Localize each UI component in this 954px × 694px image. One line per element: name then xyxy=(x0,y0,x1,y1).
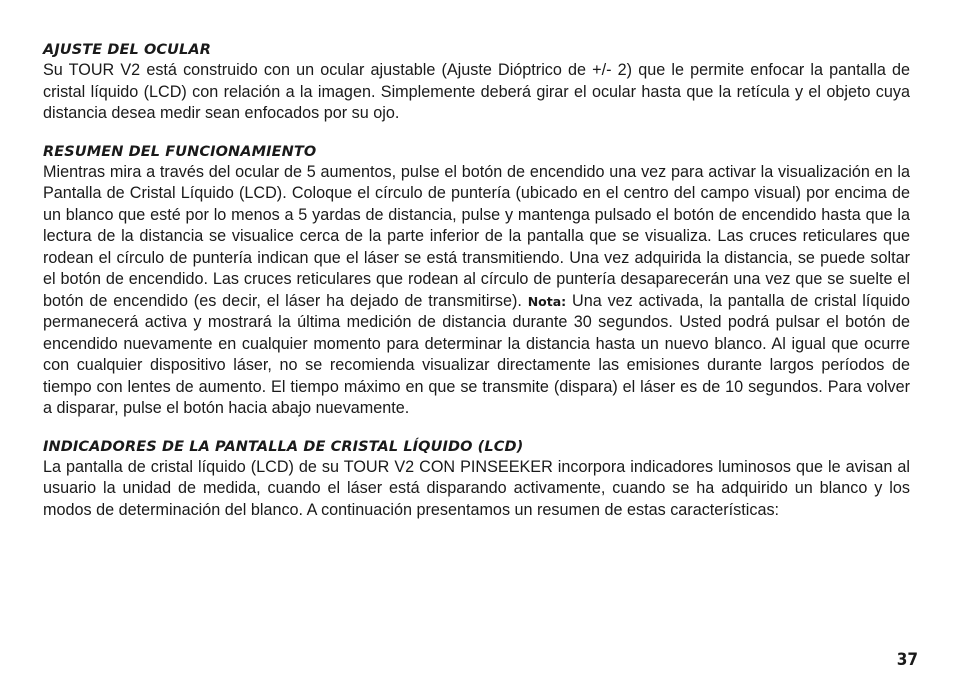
section-eyepiece-adjustment xyxy=(43,40,910,125)
section-paragraph: La pantalla de cristal líquido (LCD) de su TOUR V2 CON PINSEEKER incorpora indicadores luminosos que le avisan al usuario la unidad de medida, cuando el láser está disparando activamente, cuando se ha adquirido un blanco y los modos de determinación del blanco. A continuación presentamos un resumen de estas características: xyxy=(43,457,910,519)
section-heading: RESUMEN DEL FUNCIONAMIENTO xyxy=(43,143,317,160)
section-heading: INDICADORES DE LA PANTALLA DE CRISTAL LÍQUIDO (LCD) xyxy=(43,438,524,455)
section-lcd-indicators xyxy=(43,437,910,522)
paragraph-text: Una vez activada, la pantalla de cristal líquido permanecerá activa y mostrará la última medición de distancia durante 30 segundos. Usted podrá pulsar el botón de encendido nuevamente en cualquier momento para determinar la distancia hasta un nuevo blanco. Al igual que ocurre con cualquier dispositivo láser, no se recomienda visualizar directamente las emisiones durante largos períodos de tiempo con lentes de aumento. El tiempo máximo en que se transmite (dispara) el láser es de 10 segundos. Para volver a disparar, pulse el botón hacia abajo nuevamente. xyxy=(43,291,911,417)
section-paragraph: Su TOUR V2 está construido con un ocular ajustable (Ajuste Dióptrico de +/- 2) que le permite enfocar la pantalla de cristal líquido (LCD) con relación a la imagen. Simplemente deberá girar el ocular hasta que la retícula y el objeto cuya distancia desea medir sean enfocados por su ojo. xyxy=(43,61,910,122)
paragraph-text: Mientras mira a través del ocular de 5 aumentos, pulse el botón de encendido una vez para activar la visualización en la Pantalla de Cristal Líquido (LCD). Coloque el círculo de puntería (ubicado en el centro del campo visual) por encima de un blanco que esté por lo menos a 5 yardas de distancia, pulse y mantenga pulsado el botón de encendido hasta que la lectura de la distancia se visualice cerca de la parte inferior de la pantalla que se visualiza. Las cruces reticulares que rodean el círculo de puntería indican que el láser se está transmitiendo. Una vez adquirida la distancia, se puede soltar el botón de encendido. Las cruces reticulares que rodean al círculo de puntería desaparecerán una vez que se suelte el botón de encendido (es decir, el láser ha dejado de transmitirse). xyxy=(43,162,910,310)
page-number: 37 xyxy=(896,650,918,670)
section-heading: AJUSTE DEL OCULAR xyxy=(43,42,211,58)
document-page xyxy=(43,40,910,538)
section-paragraph xyxy=(43,162,910,420)
section-operation-summary xyxy=(43,142,910,420)
note-label: Nota: xyxy=(527,293,567,309)
